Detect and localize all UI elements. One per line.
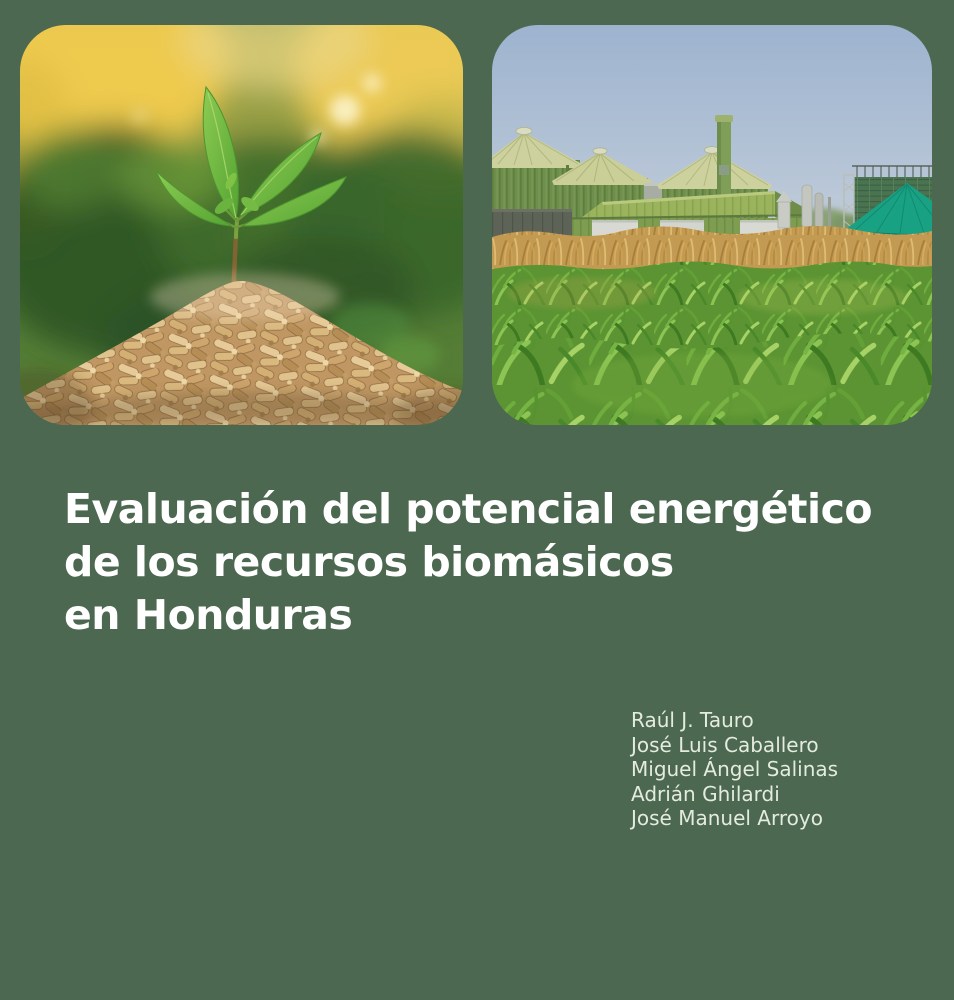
author-name-3: Miguel Ángel Salinas	[631, 757, 839, 781]
chimney	[715, 115, 733, 203]
author-list	[631, 708, 838, 831]
title-line-2: de los recursos biomásicos	[64, 538, 674, 586]
biogas-plant-photo	[492, 25, 932, 425]
biogas-plant-illustration	[492, 25, 932, 425]
seedling-pellets-illustration	[20, 25, 463, 425]
cover-title	[64, 483, 924, 642]
seedling-pellets-photo	[20, 25, 463, 425]
title-line-1: Evaluación del potencial energético	[64, 485, 873, 533]
author-name-5: José Manuel Arroyo	[631, 806, 823, 830]
title-line-3: en Honduras	[64, 591, 353, 639]
author-name-1: Raúl J. Tauro	[631, 708, 754, 732]
author-name-2: José Luis Caballero	[631, 732, 819, 757]
author-name-4: Adrián Ghilardi	[631, 781, 780, 806]
